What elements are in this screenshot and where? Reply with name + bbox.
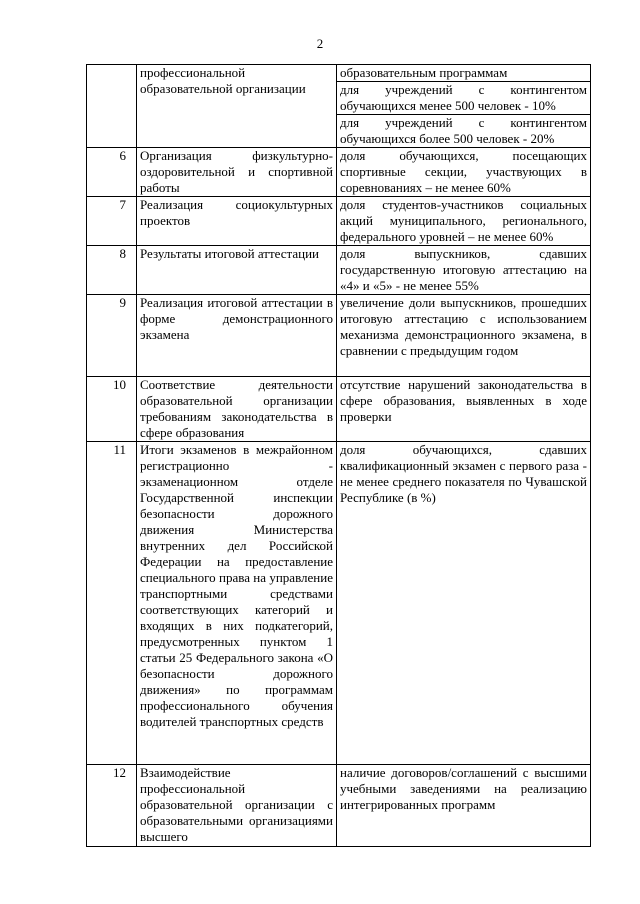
table-row xyxy=(87,295,591,377)
row-number xyxy=(87,65,137,148)
row-number: 6 xyxy=(87,148,137,197)
criterion-name: профессиональной образовательной организации xyxy=(137,65,337,148)
criterion-name: Реализация итоговой аттестации в форме демонстрационного экзамена xyxy=(137,295,337,377)
indicator-cell: отсутствие нарушений законодательства в сфере образования, выявленных в ходе проверки xyxy=(337,377,591,442)
indicator-cell: доля обучающихся, посещающих спортивные секции, участвующих в соревнованиях – не менее 60% xyxy=(337,148,591,197)
criterion-name: Организация физкультурно-оздоровительной и спортивной работы xyxy=(137,148,337,197)
row-number: 9 xyxy=(87,295,137,377)
row-number: 12 xyxy=(87,765,137,847)
table-row xyxy=(87,148,591,197)
criterion-name: Итоги экзаменов в межрайонном регистрационно - экзаменационном отделе Государственной инспекции безопасности дорожного движения Министерства внутренних дел Российской Федерации на предоставление специального права на управление транспортными средствами соответствующих категорий и входящих в них подкатегорий, предусмотренных пунктом 1 статьи 25 Федерального закона «О безопасности дорожного движения» по программам профессионального обучения водителей транспортных средств xyxy=(137,442,337,765)
indicator-cell: доля обучающихся, сдавших квалификационный экзамен с первого раза - не менее среднего показателя по Чувашской Республике (в %) xyxy=(337,442,591,765)
row-number: 7 xyxy=(87,197,137,246)
indicator-cell: для учреждений с контингентом обучающихся более 500 человек - 20% xyxy=(337,115,591,148)
indicator-cell: наличие договоров/соглашений с высшими учебными заведениями на реализацию интегрированных программ xyxy=(337,765,591,847)
table-row xyxy=(87,765,591,847)
indicator-cell: для учреждений с контингентом обучающихся менее 500 человек - 10% xyxy=(337,82,591,115)
indicator-cell: увеличение доли выпускников, прошедших итоговую аттестацию с использованием механизма демонстрационного экзамена, в сравнении с предыдущим годом xyxy=(337,295,591,377)
table-row xyxy=(87,442,591,765)
criteria-table xyxy=(86,64,591,847)
indicator-cell: образовательным программам xyxy=(337,65,591,82)
indicator-cell: доля выпускников, сдавших государственную итоговую аттестацию на «4» и «5» - не менее 55% xyxy=(337,246,591,295)
criterion-name: Реализация социокультурных проектов xyxy=(137,197,337,246)
criterion-name: Результаты итоговой аттестации xyxy=(137,246,337,295)
criterion-name: Соответствие деятельности образовательной организации требованиям законодательства в сфере образования xyxy=(137,377,337,442)
row-number: 11 xyxy=(87,442,137,765)
table-row xyxy=(87,65,591,82)
indicator-cell: доля студентов-участников социальных акций муниципального, регионального, федерального уровней – не менее 60% xyxy=(337,197,591,246)
table-row xyxy=(87,197,591,246)
table-row xyxy=(87,377,591,442)
row-number: 8 xyxy=(87,246,137,295)
row-number: 10 xyxy=(87,377,137,442)
criterion-name: Взаимодействие профессиональной образовательной организации с образовательными организациями высшего xyxy=(137,765,337,847)
table-row xyxy=(87,246,591,295)
page-number: 2 xyxy=(316,36,324,51)
